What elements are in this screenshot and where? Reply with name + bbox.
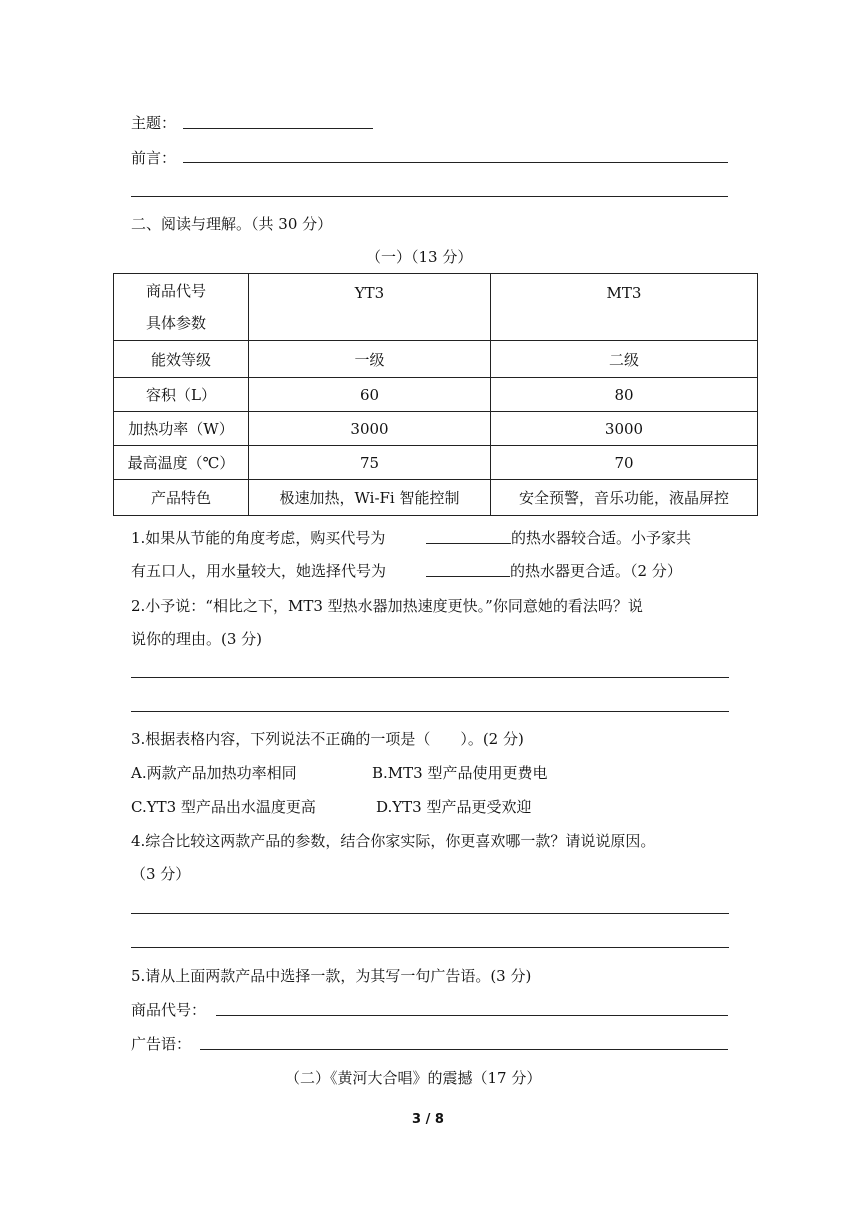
q2-answer-line <box>131 677 729 678</box>
cell-value-a: 75 <box>249 446 491 480</box>
q5-slogan-label: 广告语： <box>131 1035 192 1053</box>
subject-label: 主题： <box>131 114 177 132</box>
q4-answer-line-2 <box>131 947 729 948</box>
row-label: 能效等级 <box>114 341 249 378</box>
row-label: 加热功率（W） <box>114 412 249 446</box>
preface-answer-line <box>183 162 728 163</box>
header-top-label: 商品代号 <box>146 282 207 300</box>
cell-value-b: 3000 <box>491 412 758 446</box>
table-row <box>114 412 758 446</box>
q2-line1: 2.小予说：“相比之下，MT3 型热水器加热速度更快。”你同意她的看法吗？说 <box>131 597 643 615</box>
q1-line2-start: 有五口人，用水量较大，她选择代号为 <box>131 562 387 580</box>
page-number: 3 / 8 <box>412 1112 444 1127</box>
product-a-code: YT3 <box>249 274 491 341</box>
cell-value-a: 60 <box>249 378 491 412</box>
part1-title: （一）（13 分） <box>366 248 473 266</box>
cell-value-a: 一级 <box>249 341 491 378</box>
q3-option-b: B.MT3 型产品使用更费电 <box>372 764 548 782</box>
cell-value-b: 80 <box>491 378 758 412</box>
part2-title: （二）《黄河大合唱》的震撼（17 分） <box>285 1069 542 1087</box>
cell-value-b: 安全预警，音乐功能，液晶屏控 <box>491 480 758 516</box>
preface-answer-line-2 <box>131 196 728 197</box>
section-heading: 二、阅读与理解。（共 30 分） <box>131 215 333 233</box>
table-row <box>114 341 758 378</box>
q1-line2-end: 的热水器更合适。（2 分） <box>510 562 682 580</box>
cell-value-b: 70 <box>491 446 758 480</box>
q2-line2: 说你的理由。(3 分) <box>131 630 263 648</box>
q4-answer-line <box>131 913 729 914</box>
row-label: 容积（L） <box>114 378 249 412</box>
q1-blank-2 <box>426 576 510 577</box>
q4-line2: （3 分） <box>131 865 191 883</box>
table-header-row <box>114 274 758 341</box>
cell-value-a: 3000 <box>249 412 491 446</box>
table-row <box>114 378 758 412</box>
header-bottom-label: 具体参数 <box>146 314 207 332</box>
q1-line1-start: 1.如果从节能的角度考虑，购买代号为 <box>131 529 386 547</box>
cell-value-a: 极速加热，Wi-Fi 智能控制 <box>249 480 491 516</box>
q4-line1: 4.综合比较这两款产品的参数，结合你家实际，你更喜欢哪一款？请说说原因。 <box>131 832 656 850</box>
q3-option-d: D.YT3 型产品更受欢迎 <box>376 798 532 816</box>
preface-label: 前言： <box>131 149 177 167</box>
row-label: 最高温度（℃） <box>114 446 249 480</box>
q5-code-label: 商品代号： <box>131 1001 207 1019</box>
q1-line1-end: 的热水器较合适。小予家共 <box>511 529 692 547</box>
q3-option-a: A.两款产品加热功率相同 <box>131 764 297 782</box>
table-row <box>114 480 758 516</box>
q1-blank-1 <box>426 543 511 544</box>
q5-stem: 5.请从上面两款产品中选择一款，为其写一句广告语。(3 分) <box>131 967 532 985</box>
product-b-code: MT3 <box>491 274 758 341</box>
q3-stem: 3.根据表格内容，下列说法不正确的一项是（ ）。(2 分) <box>131 730 524 748</box>
q2-answer-line-2 <box>131 711 729 712</box>
cell-value-b: 二级 <box>491 341 758 378</box>
q5-code-answer-line <box>216 1015 728 1016</box>
q3-option-c: C.YT3 型产品出水温度更高 <box>131 798 316 816</box>
product-spec-table <box>113 273 758 516</box>
table-row <box>114 446 758 480</box>
q5-slogan-answer-line <box>200 1049 728 1050</box>
subject-answer-line <box>183 128 373 129</box>
table-corner-cell <box>114 274 249 341</box>
row-label: 产品特色 <box>114 480 249 516</box>
